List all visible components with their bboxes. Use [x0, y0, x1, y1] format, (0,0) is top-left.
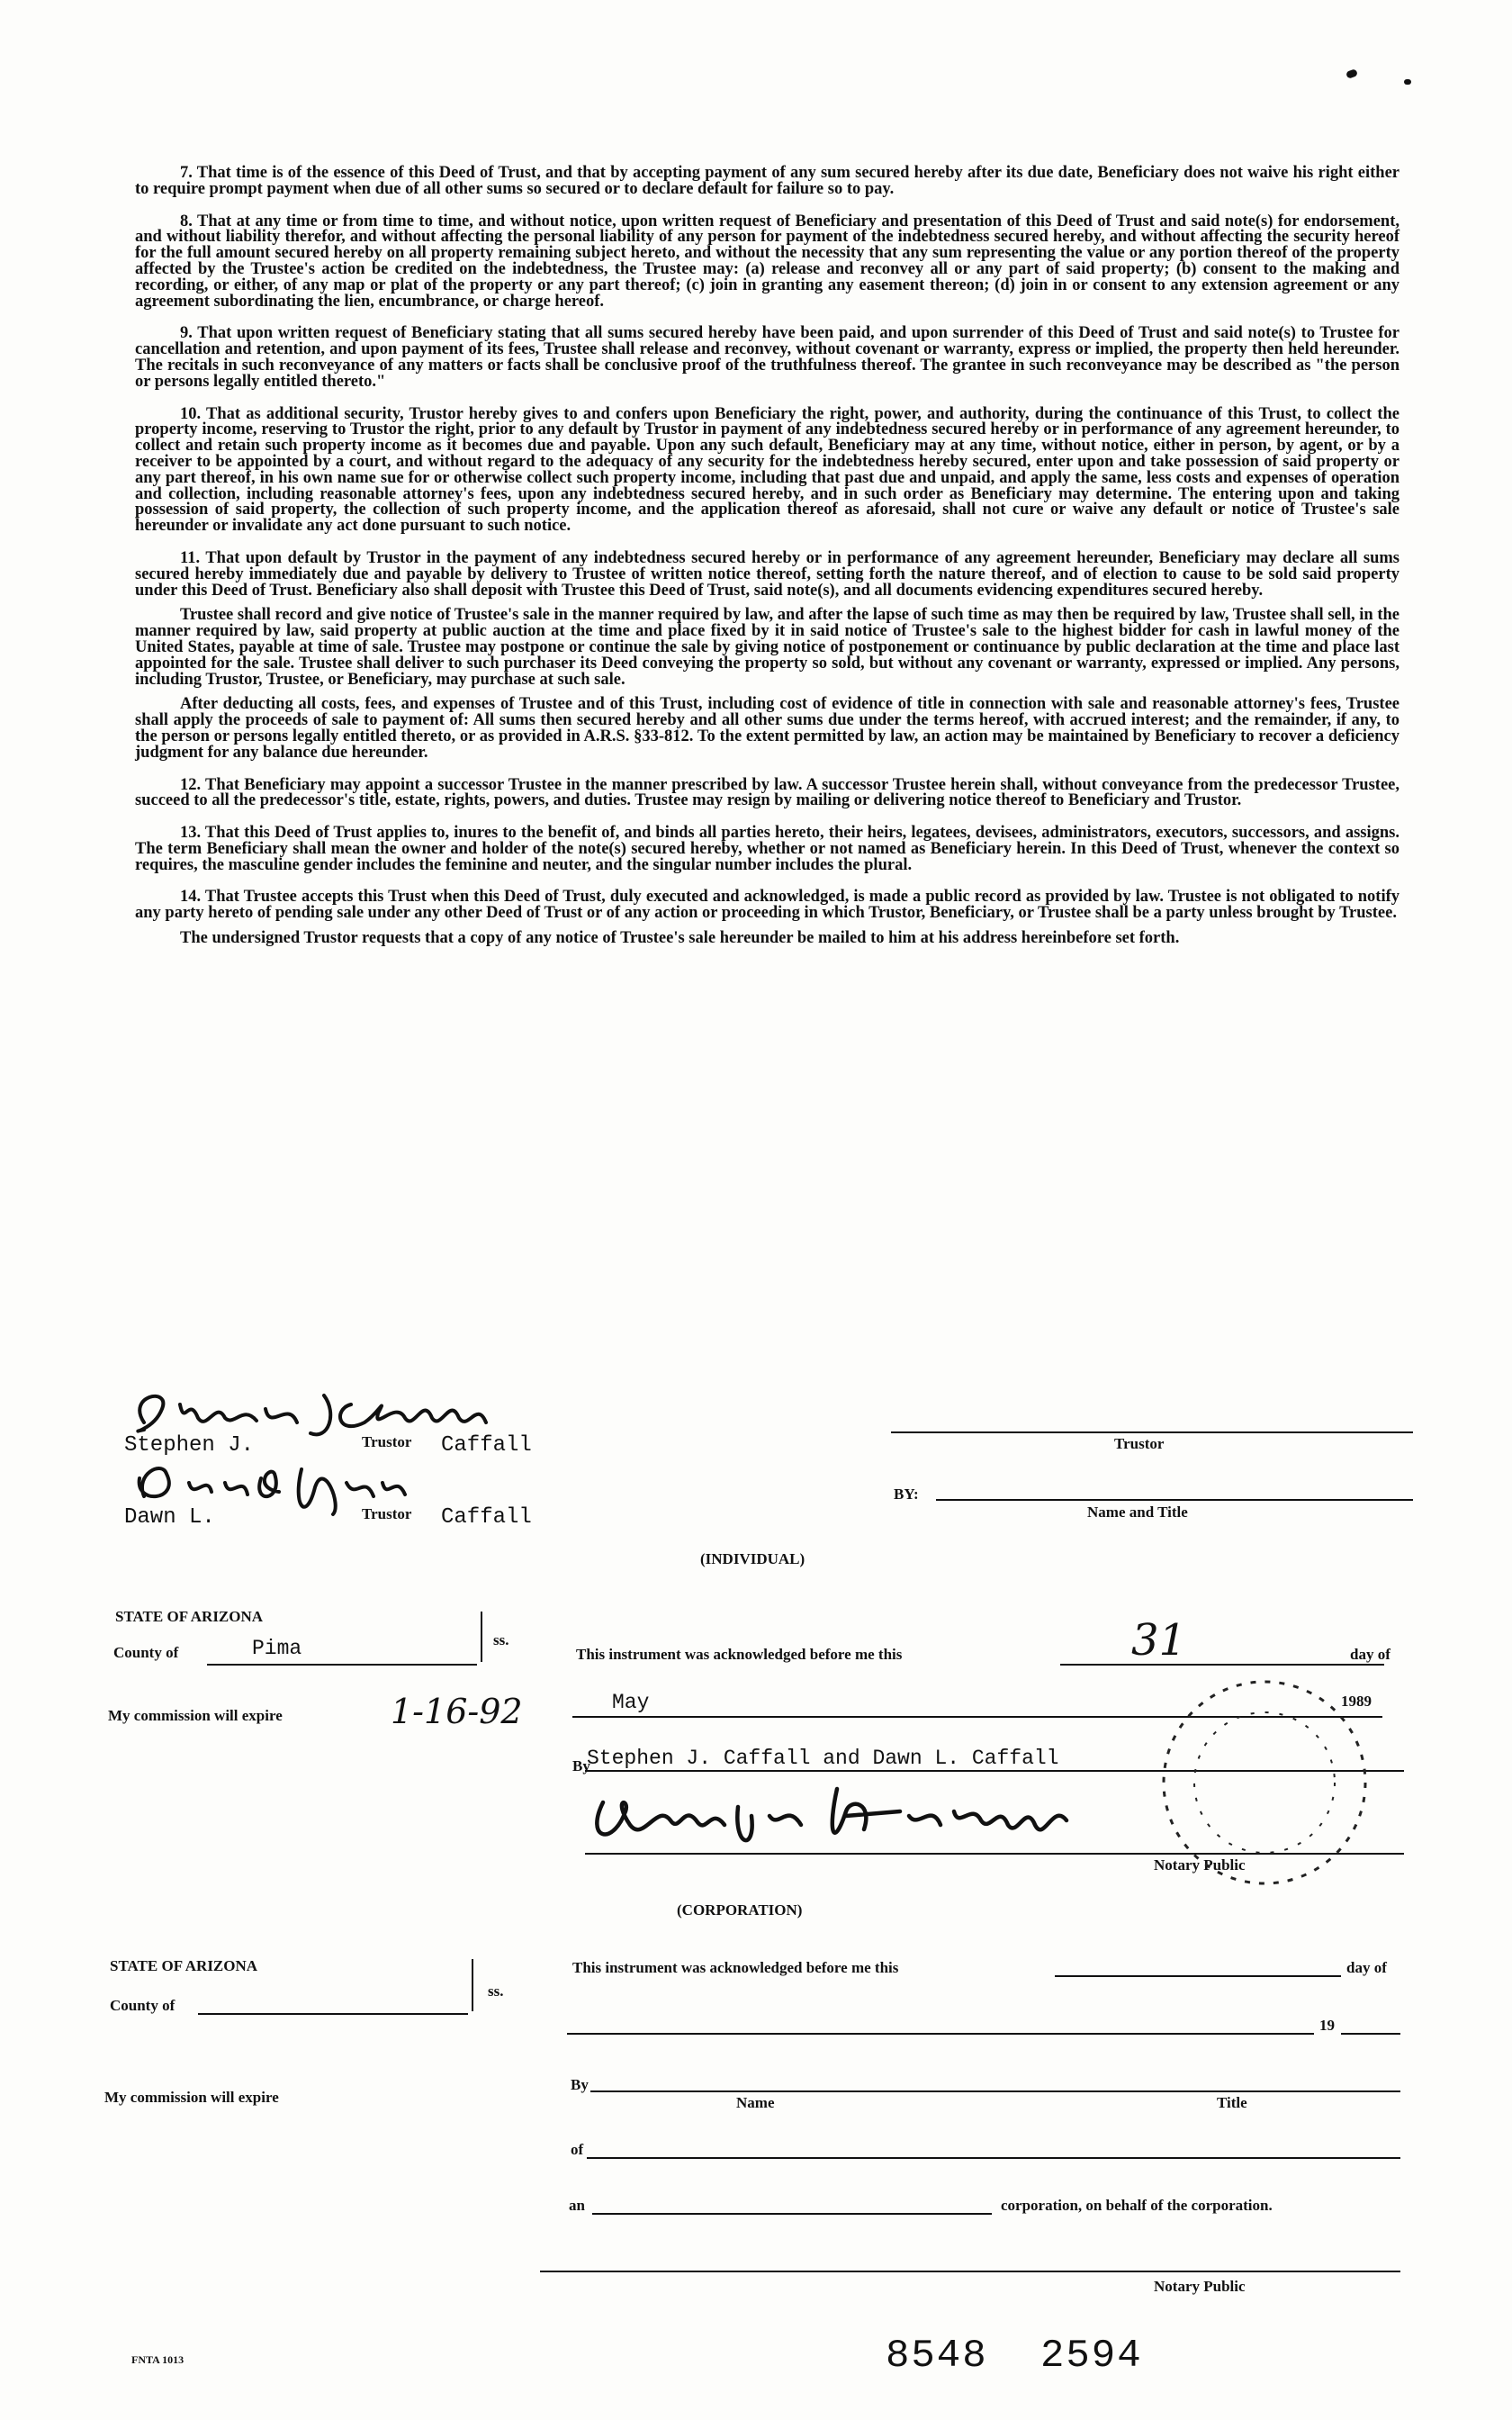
corporation-of-line [587, 2157, 1400, 2159]
scan-mark-2 [1404, 79, 1411, 85]
individual-brace [470, 1612, 482, 1662]
commission-date-handwritten [389, 1689, 533, 1732]
corporation-day-line [1055, 1975, 1341, 1977]
individual-notary-label: Notary Public [1154, 1856, 1246, 1874]
page-number: 2594 [1040, 2334, 1143, 2379]
notary-seal [1130, 1657, 1400, 1927]
individual-county-value: Pima [252, 1637, 302, 1660]
corporation-of-label: of [571, 2141, 584, 2158]
clause-8: 8. That at any time or from time to time, and without notice, upon written request of Beneficiary and presentation of this Deed of Trust and said note(s) for endorsement, and without liability therefor, and without affecting the personal liability of any person for payment of the indebtedness secured hereby, and without affecting the security hereof for the full amount secured hereby on all property remaining subject hereto, and without the necessity that any sum representing the value or any portion thereof of the property affected by the Trustee's action be credited on the indebtedness, the Trustee may: (a) release and reconvey all or any part of said property; (b) consent to the making and recording, or either, of any map or plat of the property or any part thereof; (c) join in granting any easement thereon; (d) join in or consent to any extension agreement or any agreement subordinating the lien, encumbrance, or charge hereof. [135, 212, 1400, 311]
individual-by-value: Stephen J. Caffall and Dawn L. Caffall [587, 1747, 1059, 1770]
form-code: FNTA 1013 [131, 2353, 184, 2366]
clause-12: 12. That Beneficiary may appoint a successor Trustee in the manner prescribed by law. A successor Trustee herein shall, without conveyance from the predecessor Trustee, succeed to all the predecessor's title, estate, rights, powers, and duties. Trustee may resign by mailing or delivering notice thereof to Beneficiary and Trustor. [135, 775, 1400, 810]
individual-county-label: County of [113, 1644, 179, 1661]
trustor3-line [891, 1431, 1413, 1433]
corporation-ack-text: This instrument was acknowledged before me this [572, 1959, 899, 1976]
corporation-state: STATE OF ARIZONA [110, 1957, 258, 1974]
docket-number: 8548 [886, 2334, 988, 2379]
trustor1-first-name: Stephen J. [124, 1433, 255, 1458]
notice-request: The undersigned Trustor requests that a copy of any notice of Trustee's sale hereunder be mailed to him at his address hereinbefore set forth. [180, 929, 1180, 948]
clause-9: 9. That upon written request of Beneficiary stating that all sums secured hereby have been paid, and upon surrender of this Deed of Trust and said note(s) to Trustee for cancellation and retention, and upon payment of its fees, Trustee shall release and reconvey, without covenant or warranty, express or implied, the property then held hereunder. The recitals in such reconveyance of any matters or facts shall be conclusive proof of the truthfulness thereof. The grantee in such reconveyance may be described as "the person or persons legally entitled thereto." [135, 324, 1400, 391]
trustor2-last-name: Caffall [441, 1505, 532, 1530]
corporation-commission-label: My commission will expire [104, 2089, 279, 2106]
clause-13: 13. That this Deed of Trust applies to, inures to the benefit of, and binds all parties hereto, their heirs, legatees, devisees, administrators, executors, successors, and assigns. The term Beneficiary shall mean the owner and holder of the note(s) secured hereby, whether or not named as Beneficiary herein. In this Deed of Trust, whenever the context so requires, the masculine gender includes the feminine and neuter, and the singular number includes the plural. [135, 824, 1400, 874]
trustor2-label: Trustor [362, 1505, 412, 1522]
corporation-brace [461, 1959, 473, 2011]
corporation-an-line [592, 2213, 992, 2215]
scan-mark [1346, 68, 1358, 79]
name-and-title-label: Name and Title [1087, 1503, 1188, 1521]
individual-by-label: By [572, 1757, 590, 1774]
corporation-by-label: By [571, 2076, 589, 2093]
individual-ack-text: This instrument was acknowledged before me this [576, 1646, 903, 1663]
clause-14: 14. That Trustee accepts this Trust when this Deed of Trust, duly executed and acknowledged, is made a public record as provided by law. Trustee is not obligated to notify any party hereto of pending sale under any other Deed of Trust or of any action or proceeding in which Trustor, Beneficiary, or Trustee shall be a party unless brought by Trustee. [135, 888, 1400, 923]
notary-signature [576, 1775, 1116, 1856]
corporation-ss: ss. [488, 1982, 504, 2000]
clauses-section [135, 166, 1400, 963]
clause-7: 7. That time is of the essence of this Deed of Trust, and that by accepting payment of any sum secured hereby after its due date, Beneficiary does not waive his right either to require prompt payment when due of all other sums so secured or to declare default for failure so to pay. [135, 164, 1400, 198]
corporation-year-prefix: 19 [1319, 2017, 1335, 2034]
corporation-by-line [590, 2090, 1400, 2092]
corporation-county-line [198, 2013, 468, 2015]
individual-month-value: May [612, 1691, 650, 1714]
corporation-day-of: day of [1346, 1959, 1387, 1976]
clause-10: 10. That as additional security, Trustor hereby gives to and confers upon Beneficiary the right, power, and authority, during the continuance of this Trust, to collect the property income, reserving to Trustor the right, prior to any default by Trustor in payment of any indebtedness secured hereby or in performance of any agreement hereunder, to collect and retain such property income as it becomes due and payable. Upon any such default, Beneficiary may at any time, without notice, either in person, by agent, or by a receiver to be appointed by a court, and without regard to the adequacy of any security for the indebtedness hereby secured, enter upon and take possession of said property or any part thereof, in his own name sue for or otherwise collect such property income, including that past due and unpaid, and apply the same, less costs and expenses of operation and collection, including reasonable attorney's fees, upon any indebtedness secured hereby, and in such order as Beneficiary may determine. The entering upon and taking possession of said property, the collection of such property income, and the application thereof as aforesaid, shall not cure or waive any default or notice of Trustee's sale hereunder or invalidate any act done pursuant to such notice. [135, 404, 1400, 536]
individual-heading: (INDIVIDUAL) [700, 1550, 806, 1567]
trustor1-label: Trustor [362, 1433, 412, 1450]
individual-state: STATE OF ARIZONA [115, 1608, 264, 1625]
individual-commission-label: My commission will expire [108, 1707, 283, 1724]
trustor3-label: Trustor [1114, 1435, 1165, 1452]
by-label: BY: [894, 1485, 919, 1503]
corporation-county-label: County of [110, 1997, 176, 2014]
corporation-title-label: Title [1217, 2094, 1247, 2111]
corporation-behalf-text: corporation, on behalf of the corporation. [1001, 2197, 1273, 2214]
day-text: 31 [1131, 1615, 1187, 1662]
individual-day-of: day of [1350, 1646, 1390, 1663]
clause-11-sale: Trustee shall record and give notice of Trustee's sale in the manner required by law, and after the lapse of such time as may then be required by law, Trustee shall sell, in the manner required by law, said property at public auction at the time and place fixed by it in said notice of Trustee's sale to the highest bidder for cash in lawful money of the United States, payable at time of sale. Trustee may postpone or continue the sale by giving notice of postponement or continuance by public declaration at the time and place last appointed for the sale. Trustee shall deliver to such purchaser its Deed conveying the property so sold, but without any covenant or warranty, expressed or implied. Any persons, including Trustor, Trustee, or Beneficiary, may purchase at such sale. [135, 606, 1400, 689]
corporation-heading: (CORPORATION) [677, 1901, 803, 1919]
corporation-notary-line [540, 2271, 1400, 2272]
corporation-notary-label: Notary Public [1154, 2278, 1246, 2295]
by-line [936, 1499, 1413, 1501]
corporation-name-label: Name [736, 2094, 775, 2111]
corporation-date-line [567, 2033, 1314, 2035]
commission-date-text: 1-16-92 [391, 1692, 523, 1731]
corporation-an-label: an [569, 2197, 585, 2214]
clause-11: 11. That upon default by Trustor in the payment of any indebtedness secured hereby or in performance of any agreement hereunder, Beneficiary may declare all sums secured hereby immediately due and payable by delivery to Trustee of written notice thereof, setting forth the nature thereof, and of election to cause to be sold said property under this Deed of Trust. Beneficiary also shall deposit with Trustee this Deed of Trust, said note(s), and all documents evidencing expenditures secured hereby. [135, 548, 1400, 600]
individual-year-value: 1989 [1341, 1693, 1372, 1710]
individual-county-line [207, 1664, 477, 1666]
trustor2-first-name: Dawn L. [124, 1505, 215, 1530]
corporation-year-line [1341, 2033, 1400, 2035]
trustor1-last-name: Caffall [441, 1433, 532, 1458]
clause-11-proceeds: After deducting all costs, fees, and expenses of Trustee and of this Trust, including cost of evidence of title in connection with sale and reasonable attorney's fees, Trustee shall apply the proceeds of sale to payment of: All sums then secured hereby and all other sums due under the terms hereof, with accrued interest; and the remainder, if any, to the person or persons legally entitled thereto, or as provided in A.R.S. §33-812. To the extent permitted by law, an action may be maintained by Beneficiary to recover a deficiency judgment for any balance due hereunder. [135, 695, 1400, 762]
individual-ss: ss. [493, 1631, 509, 1648]
day-handwritten [1130, 1612, 1228, 1662]
